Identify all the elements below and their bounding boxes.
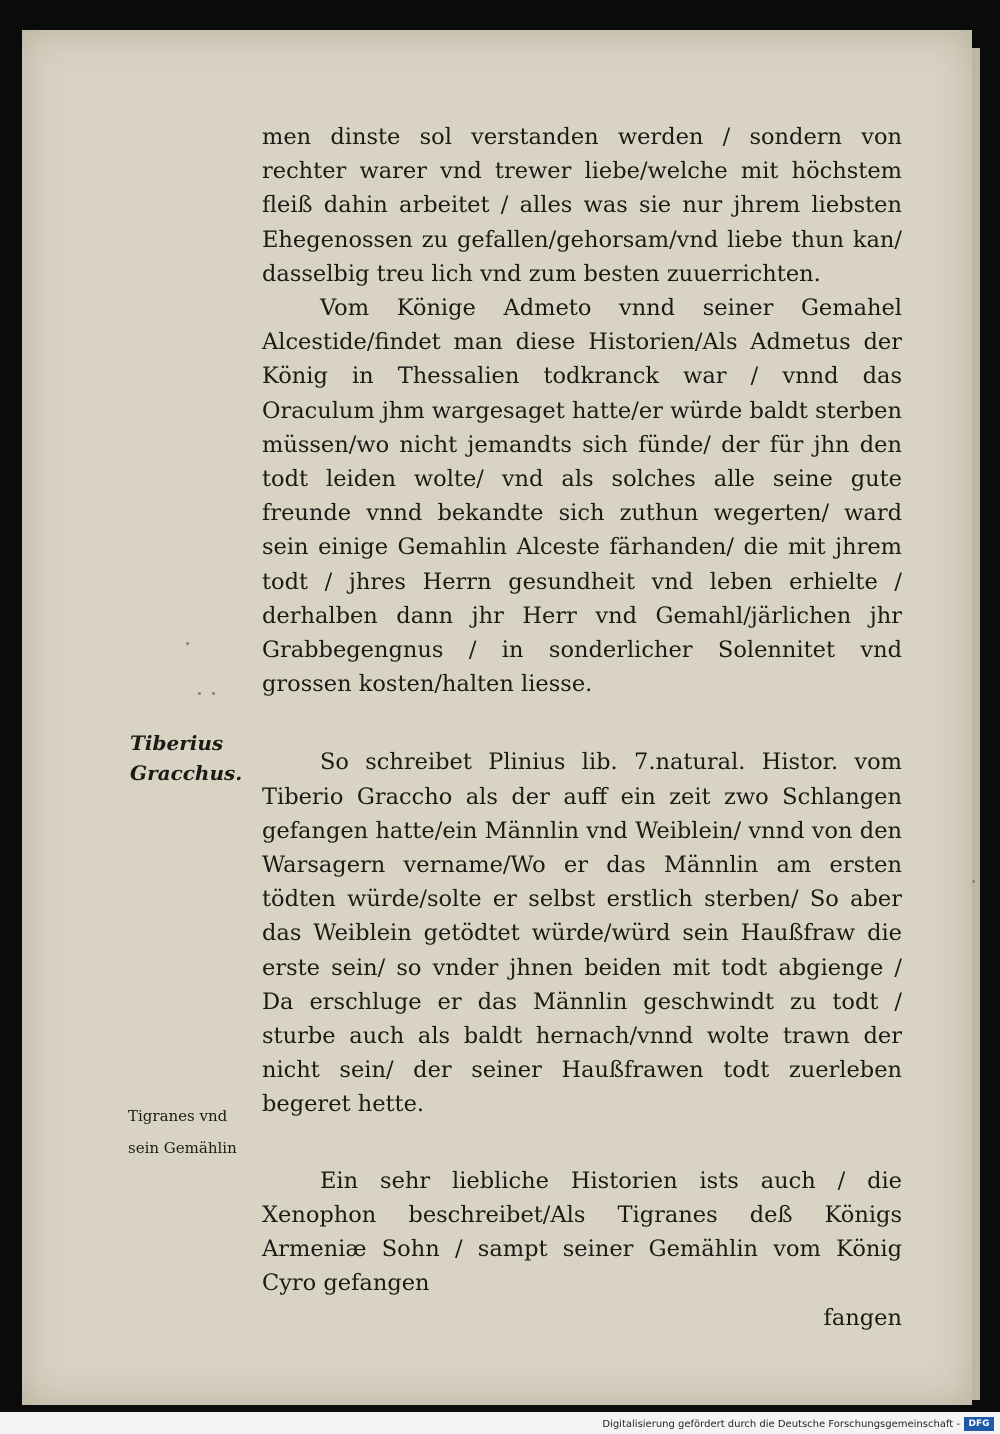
paragraph-2: Vom Könige Admeto vnnd seiner Gemahel Alcestide/findet man diese Historien/Als Admetus der König in Thessalien todkranck war / vnnd das Oraculum jhm wargesaget hatte/er würde baldt sterben müssen/wo nicht jemandts sich fünde/ der für jhn den todt leiden wolte/ vnd als solches alle seine gute freunde vnnd bekandte sich zuthun wegerten/ ward sein einige Gemahlin Alceste färhanden/ die mit jhrem todt / jhres Herrn gesundheit vnd leben erhielte / derhalben dann jhr Herr vnd Gemahl/järlichen jhr Grabbegengnus / in sonderlicher Solennitet vnd grossen kosten/halten liesse. bbox=[262, 295, 902, 698]
funding-credit: Digitalisierung gefördert durch die Deutsche Forschungsgemeinschaft - bbox=[602, 1419, 960, 1430]
margin-note-tigranes bbox=[128, 1100, 237, 1164]
paragraph-1: men dinste sol verstanden werden / sondern von rechter warer vnd trewer liebe/welche mit höchstem fleiß dahin arbeitet / alles was sie nur jhrem liebsten Ehegenossen zu gefallen/gehorsam/vnd liebe thun kan/ dasselbig treu lich vnd zum besten zuuerrichten. bbox=[262, 124, 902, 287]
margin-note-line: Tiberius bbox=[130, 731, 224, 755]
catchword: fangen bbox=[823, 1304, 902, 1331]
paragraph-3: So schreibet Plinius lib. 7.natural. Histor. vom Tiberio Graccho als der auff ein zeit zwo Schlangen gefangen hatte/ein Männlin vnd Weiblein/ vnnd von den Warsagern vername/Wo er das Männlin am ersten tödten würde/solte er selbst erstlich sterben/ So aber das Weiblein getödtet würde/würd sein Haußfraw die erste sein/ so vnder jhnen beiden mit todt abgienge / Da erschluge er das Männlin geschwindt zu todt / sturbe auch als baldt hernach/vnnd wolte trawn der nicht sein/ der seiner Haußfrawen todt zuerleben begeret hette. bbox=[262, 749, 902, 1118]
margin-note-line: Gracchus. bbox=[130, 761, 243, 785]
paper-speck bbox=[972, 880, 975, 883]
paragraph-4: Ein sehr liebliche Historien ists auch / die Xenophon beschreibet/Als Tigranes deß Königs Armeniæ Sohn / sampt seiner Gemählin vom König Cyro gefangen bbox=[262, 1167, 902, 1297]
footer-bar bbox=[0, 1412, 1000, 1434]
margin-note-line: Tigranes vnd bbox=[128, 1107, 228, 1125]
margin-note-tiberius bbox=[130, 728, 242, 788]
dfg-logo[interactable]: DFG bbox=[964, 1417, 994, 1431]
paper-speck bbox=[186, 642, 189, 645]
paper-speck bbox=[198, 692, 201, 695]
paper-speck bbox=[212, 692, 215, 695]
main-text-block bbox=[262, 120, 902, 1335]
margin-note-line: sein Gemählin bbox=[128, 1139, 237, 1157]
page-edge bbox=[972, 48, 980, 1400]
